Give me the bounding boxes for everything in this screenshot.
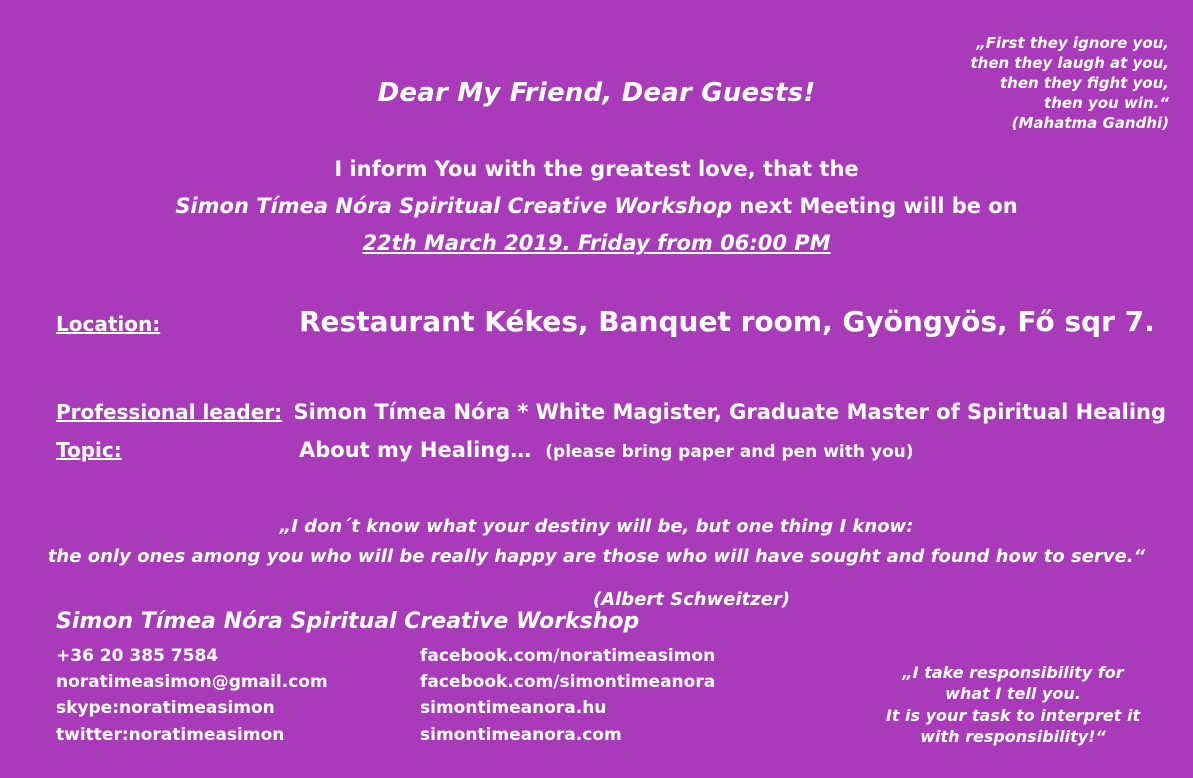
workshop-name-inline: Simon Tímea Nóra Spiritual Creative Workshop [175, 193, 733, 218]
contact-skype-value: noratimeasimon [119, 698, 275, 719]
contact-email[interactable] [56, 669, 420, 695]
contact-phone-value: +36 20 385 7584 [56, 646, 219, 666]
leader-row [56, 400, 1166, 424]
contact-twitter-value[interactable]: noratimeasimon [128, 724, 285, 745]
contact-email-value[interactable]: noratimeasimon@gmail.com [56, 672, 328, 693]
intro-line-2 [0, 188, 1193, 226]
schweitzer-quote [0, 512, 1193, 615]
topic-value: About my Healing… [299, 438, 532, 462]
contact-facebook-1[interactable]: facebook.com/noratimeasimon [420, 646, 716, 666]
gandhi-quote-line-2: then they laugh at you, [970, 54, 1169, 73]
contact-twitter[interactable] [56, 722, 420, 748]
page-title: Dear My Friend, Dear Guests! [377, 78, 816, 108]
schweitzer-quote-line-1: „I don´t know what your destiny will be, but one thing I know: [279, 516, 914, 537]
gandhi-quote-author: (Mahatma Gandhi) [1011, 114, 1169, 133]
contact-facebook-2[interactable]: facebook.com/simontimeanora [420, 672, 716, 693]
location-label: Location: [56, 312, 161, 336]
contacts-column-right [420, 643, 715, 748]
location-row [56, 305, 1166, 338]
topic-row [56, 438, 1166, 462]
contact-twitter-label: twitter: [56, 724, 129, 745]
gandhi-quote-line-3: then they fight you, [999, 74, 1169, 93]
footer-workshop-name: Simon Tímea Nóra Spiritual Creative Workshop [56, 609, 640, 634]
info-block [56, 305, 1166, 462]
responsibility-quote [863, 662, 1163, 747]
location-value: Restaurant Kékes, Banquet room, Gyöngyös, Fő sqr 7. [299, 305, 1155, 338]
topic-note: (please bring paper and pen with you) [545, 442, 914, 462]
responsibility-quote-line-2: what I tell you. [945, 684, 1081, 704]
intro-block [0, 152, 1193, 263]
intro-line-2-rest: next Meeting will be on [732, 193, 1018, 218]
leader-value: Simon Tímea Nóra * White Magister, Graduate Master of Spiritual Healing [293, 400, 1166, 424]
contact-skype-label: skype: [56, 698, 120, 719]
gandhi-quote-line-1: „First they ignore you, [976, 34, 1169, 52]
responsibility-quote-line-4: with responsibility!“ [920, 726, 1106, 746]
topic-label: Topic: [56, 438, 122, 462]
gandhi-quote-line-4: then you win.“ [1044, 94, 1169, 113]
contact-website-hu[interactable]: simontimeanora.hu [420, 698, 607, 719]
responsibility-quote-line-3: It is your task to interpret it [885, 705, 1141, 725]
contact-phone [56, 643, 420, 669]
responsibility-quote-line-1: „I take responsibility for [902, 663, 1124, 682]
contact-website-com[interactable]: simontimeanora.com [420, 724, 622, 745]
contact-skype [56, 695, 420, 721]
schweitzer-quote-line-2: the only ones among you who will be really happy are those who will have sought and found how to serve.“ [47, 545, 1146, 567]
meeting-datetime: 22th March 2019. Friday from 06:00 PM [362, 231, 831, 256]
contacts-block [56, 643, 715, 748]
contacts-column-left [56, 643, 420, 748]
leader-label: Professional leader: [56, 400, 283, 424]
schweitzer-quote-author: (Albert Schweitzer) [592, 589, 790, 611]
intro-line-1: I inform You with the greatest love, that the [334, 157, 859, 181]
